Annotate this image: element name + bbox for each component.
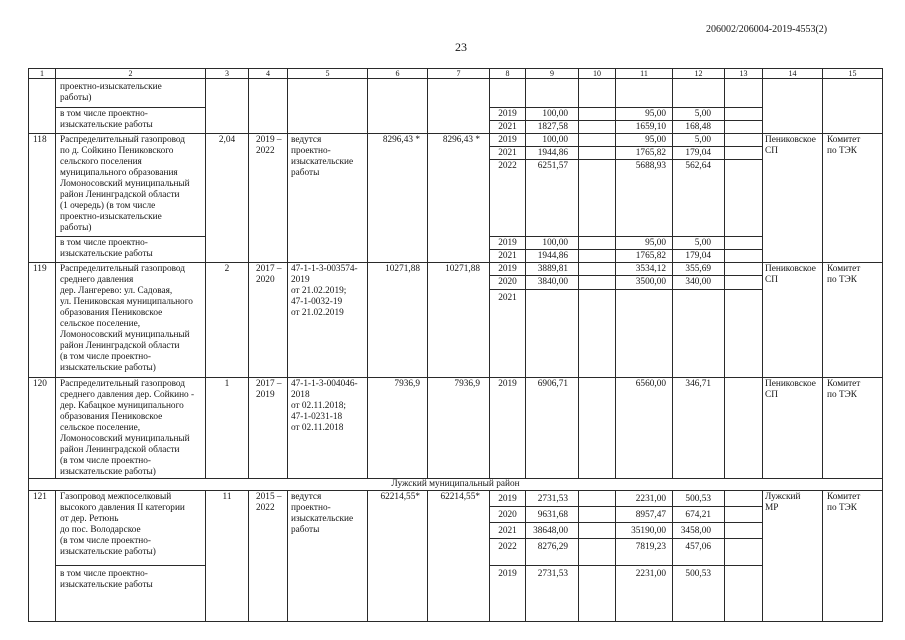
col-11-value-cell: 2231,00 xyxy=(616,566,673,622)
col-6-cell: 8296,43 * xyxy=(368,134,428,263)
col-12-value-cell: 179,04 xyxy=(673,147,725,160)
col-10-cell xyxy=(579,523,616,539)
column-number-8: 8 xyxy=(490,69,526,79)
col-5-cell: 47-1-1-3-004046- 2018 от 02.11.2018; 47-1-0231-18 от 02.11.2018 xyxy=(288,378,368,479)
col-12-value-cell xyxy=(673,79,725,108)
col-7-cell xyxy=(428,79,490,134)
col-10-cell xyxy=(579,566,616,622)
col-5-cell: 47-1-1-3-003574- 2019 от 21.02.2019; 47-1-0032-19 от 21.02.2019 xyxy=(288,263,368,378)
col-10-cell xyxy=(579,121,616,134)
col-10-cell xyxy=(579,378,616,479)
col-11-value-cell: 5688,93 xyxy=(616,160,673,237)
year-cell: 2022 xyxy=(490,539,526,566)
col-9-value-cell: 3840,00 xyxy=(526,276,579,290)
col-9-value-cell: 1944,86 xyxy=(526,250,579,263)
row-number-cell: 121 xyxy=(29,491,56,622)
col-3-cell: 2,04 xyxy=(206,134,249,263)
col-13-cell xyxy=(725,378,763,479)
column-number-3: 3 xyxy=(206,69,249,79)
period-cell: 2017 – 2019 xyxy=(249,378,288,479)
table-row xyxy=(29,378,883,479)
col-11-value-cell: 95,00 xyxy=(616,237,673,250)
design-works-label-cell: в том числе проектно- изыскательские работы xyxy=(56,108,206,134)
col-12-value-cell: 500,53 xyxy=(673,566,725,622)
data-table xyxy=(28,68,883,622)
col-9-value-cell: 1827,58 xyxy=(526,121,579,134)
section-title: Лужский муниципальный район xyxy=(29,479,883,491)
col-11-value-cell: 3500,00 xyxy=(616,276,673,290)
year-cell: 2021 xyxy=(490,250,526,263)
col-10-cell xyxy=(579,160,616,237)
period-cell: 2019 – 2022 xyxy=(249,134,288,263)
col-10-cell xyxy=(579,134,616,147)
col-9-value-cell xyxy=(526,79,579,108)
col-10-cell xyxy=(579,108,616,121)
col-13-cell xyxy=(725,134,763,147)
document-number: 206002/206004-2019-4553(2) xyxy=(706,24,828,35)
col-10-cell xyxy=(579,79,616,108)
column-number-5: 5 xyxy=(288,69,368,79)
col-13-cell xyxy=(725,263,763,276)
col-12-value-cell: 5,00 xyxy=(673,108,725,121)
col-12-value-cell: 5,00 xyxy=(673,134,725,147)
col-13-cell xyxy=(725,523,763,539)
col-13-cell xyxy=(725,250,763,263)
object-name-cell: Распределительный газопровод среднего давления дер. Сойкино - дер. Кабацкое муниципального образования Пениковское сельское поселение, Ломоносовский муниципальный район Ленинградской области (в том числе проектно- изыскательские работы) xyxy=(56,378,206,479)
col-9-value-cell: 2731,53 xyxy=(526,491,579,507)
table-row xyxy=(29,79,883,108)
row-number-cell: 118 xyxy=(29,134,56,263)
municipality-cell xyxy=(763,79,823,134)
object-name-cell: проектно-изыскательские работы) xyxy=(56,79,206,108)
col-11-value-cell: 35190,00 xyxy=(616,523,673,539)
year-cell: 2021 xyxy=(490,147,526,160)
col-11-value-cell: 3534,12 xyxy=(616,263,673,276)
col-9-value-cell: 1944,86 xyxy=(526,147,579,160)
section-row xyxy=(29,479,883,491)
col-13-cell xyxy=(725,108,763,121)
col-10-cell xyxy=(579,290,616,378)
col-13-cell xyxy=(725,79,763,108)
col-12-value-cell: 168,48 xyxy=(673,121,725,134)
col-11-value-cell: 95,00 xyxy=(616,108,673,121)
col-13-cell xyxy=(725,491,763,507)
col-13-cell xyxy=(725,121,763,134)
col-11-value-cell: 7819,23 xyxy=(616,539,673,566)
column-number-15: 15 xyxy=(823,69,883,79)
municipality-cell: Пениковское СП xyxy=(763,134,823,263)
year-cell: 2021 xyxy=(490,523,526,539)
col-7-cell: 10271,88 xyxy=(428,263,490,378)
row-number-cell xyxy=(29,79,56,134)
year-cell: 2020 xyxy=(490,507,526,523)
table-row xyxy=(29,134,883,147)
col-12-value-cell: 562,64 xyxy=(673,160,725,237)
row-number-cell: 120 xyxy=(29,378,56,479)
col-10-cell xyxy=(579,491,616,507)
year-cell: 2019 xyxy=(490,108,526,121)
col-12-value-cell: 457,06 xyxy=(673,539,725,566)
period-cell xyxy=(249,79,288,134)
responsible-cell: Комитет по ТЭК xyxy=(823,263,883,378)
col-13-cell xyxy=(725,507,763,523)
col-11-value-cell: 2231,00 xyxy=(616,491,673,507)
col-13-cell xyxy=(725,276,763,290)
col-12-value-cell: 340,00 xyxy=(673,276,725,290)
column-number-13: 13 xyxy=(725,69,763,79)
year-cell: 2019 xyxy=(490,566,526,622)
col-9-value-cell: 3889,81 xyxy=(526,263,579,276)
column-number-11: 11 xyxy=(616,69,673,79)
col-12-value-cell: 3458,00 xyxy=(673,523,725,539)
column-number-9: 9 xyxy=(526,69,579,79)
col-5-cell: ведутся проектно- изыскательские работы xyxy=(288,134,368,263)
municipality-cell: Пениковское СП xyxy=(763,263,823,378)
col-10-cell xyxy=(579,263,616,276)
col-13-cell xyxy=(725,160,763,237)
year-cell: 2021 xyxy=(490,121,526,134)
col-10-cell xyxy=(579,276,616,290)
municipality-cell: Пениковское СП xyxy=(763,378,823,479)
col-11-value-cell: 8957,47 xyxy=(616,507,673,523)
col-9-value-cell: 100,00 xyxy=(526,108,579,121)
col-11-value-cell: 95,00 xyxy=(616,134,673,147)
col-13-cell xyxy=(725,147,763,160)
column-number-10: 10 xyxy=(579,69,616,79)
col-12-value-cell xyxy=(673,290,725,378)
column-number-7: 7 xyxy=(428,69,490,79)
column-number-1: 1 xyxy=(29,69,56,79)
year-cell: 2019 xyxy=(490,378,526,479)
col-13-cell xyxy=(725,237,763,250)
period-cell: 2017 – 2020 xyxy=(249,263,288,378)
col-9-value-cell: 100,00 xyxy=(526,134,579,147)
col-3-cell xyxy=(206,79,249,134)
col-9-value-cell: 6906,71 xyxy=(526,378,579,479)
col-6-cell: 10271,88 xyxy=(368,263,428,378)
row-number-cell: 119 xyxy=(29,263,56,378)
year-cell: 2021 xyxy=(490,290,526,378)
col-11-value-cell: 1765,82 xyxy=(616,147,673,160)
col-9-value-cell: 9631,68 xyxy=(526,507,579,523)
responsible-cell: Комитет по ТЭК xyxy=(823,378,883,479)
page-number: 23 xyxy=(455,40,467,54)
year-cell: 2019 xyxy=(490,491,526,507)
col-10-cell xyxy=(579,539,616,566)
col-3-cell: 1 xyxy=(206,378,249,479)
responsible-cell: Комитет по ТЭК xyxy=(823,491,883,622)
col-10-cell xyxy=(579,147,616,160)
year-cell: 2022 xyxy=(490,160,526,237)
col-11-value-cell: 1765,82 xyxy=(616,250,673,263)
table-row xyxy=(29,491,883,507)
col-12-value-cell: 346,71 xyxy=(673,378,725,479)
col-9-value-cell: 8276,29 xyxy=(526,539,579,566)
object-name-cell: Распределительный газопровод среднего давления дер. Лангерево: ул. Садовая, ул. Пениковская муниципального образования Пениковское сельское поселение, Ломоносовский муниципальный район Ленинградской области (в том числе проектно- изыскательские работы) xyxy=(56,263,206,378)
design-works-label-cell: в том числе проектно- изыскательские работы xyxy=(56,566,206,622)
col-11-value-cell: 6560,00 xyxy=(616,378,673,479)
year-cell xyxy=(490,79,526,108)
column-number-4: 4 xyxy=(249,69,288,79)
column-number-2: 2 xyxy=(56,69,206,79)
col-7-cell: 62214,55* xyxy=(428,491,490,622)
col-13-cell xyxy=(725,566,763,622)
col-11-value-cell: 1659,10 xyxy=(616,121,673,134)
col-12-value-cell: 179,04 xyxy=(673,250,725,263)
col-12-value-cell: 500,53 xyxy=(673,491,725,507)
col-9-value-cell: 38648,00 xyxy=(526,523,579,539)
col-11-value-cell xyxy=(616,79,673,108)
col-7-cell: 7936,9 xyxy=(428,378,490,479)
col-9-value-cell: 100,00 xyxy=(526,237,579,250)
year-cell: 2019 xyxy=(490,134,526,147)
col-9-value-cell: 6251,57 xyxy=(526,160,579,237)
col-7-cell: 8296,43 * xyxy=(428,134,490,263)
col-6-cell xyxy=(368,79,428,134)
table-row xyxy=(29,263,883,276)
col-9-value-cell: 2731,53 xyxy=(526,566,579,622)
col-5-cell xyxy=(288,79,368,134)
column-number-14: 14 xyxy=(763,69,823,79)
col-12-value-cell: 674,21 xyxy=(673,507,725,523)
year-cell: 2019 xyxy=(490,237,526,250)
object-name-cell: Распределительный газопровод по д. Сойкино Пениковского сельского поселения муниципального образования Ломоносовский муниципальный район Ленинградской области (1 очередь) (в том числе проектно-изыскательские работы) xyxy=(56,134,206,237)
col-5-cell: ведутся проектно- изыскательские работы xyxy=(288,491,368,622)
col-10-cell xyxy=(579,507,616,523)
col-9-value-cell xyxy=(526,290,579,378)
col-13-cell xyxy=(725,290,763,378)
col-10-cell xyxy=(579,237,616,250)
design-works-label-cell: в том числе проектно- изыскательские работы xyxy=(56,237,206,263)
object-name-cell: Газопровод межпоселковый высокого давления II категории от дер. Ретюнь до пос. Володарское (в том числе проектно- изыскательские работы) xyxy=(56,491,206,566)
col-12-value-cell: 5,00 xyxy=(673,237,725,250)
col-10-cell xyxy=(579,250,616,263)
column-number-row xyxy=(29,69,883,79)
col-13-cell xyxy=(725,539,763,566)
col-3-cell: 11 xyxy=(206,491,249,622)
year-cell: 2020 xyxy=(490,276,526,290)
year-cell: 2019 xyxy=(490,263,526,276)
col-3-cell: 2 xyxy=(206,263,249,378)
col-6-cell: 7936,9 xyxy=(368,378,428,479)
col-11-value-cell xyxy=(616,290,673,378)
col-12-value-cell: 355,69 xyxy=(673,263,725,276)
col-6-cell: 62214,55* xyxy=(368,491,428,622)
column-number-12: 12 xyxy=(673,69,725,79)
column-number-6: 6 xyxy=(368,69,428,79)
municipality-cell: Лужский МР xyxy=(763,491,823,622)
responsible-cell xyxy=(823,79,883,134)
responsible-cell: Комитет по ТЭК xyxy=(823,134,883,263)
period-cell: 2015 – 2022 xyxy=(249,491,288,622)
